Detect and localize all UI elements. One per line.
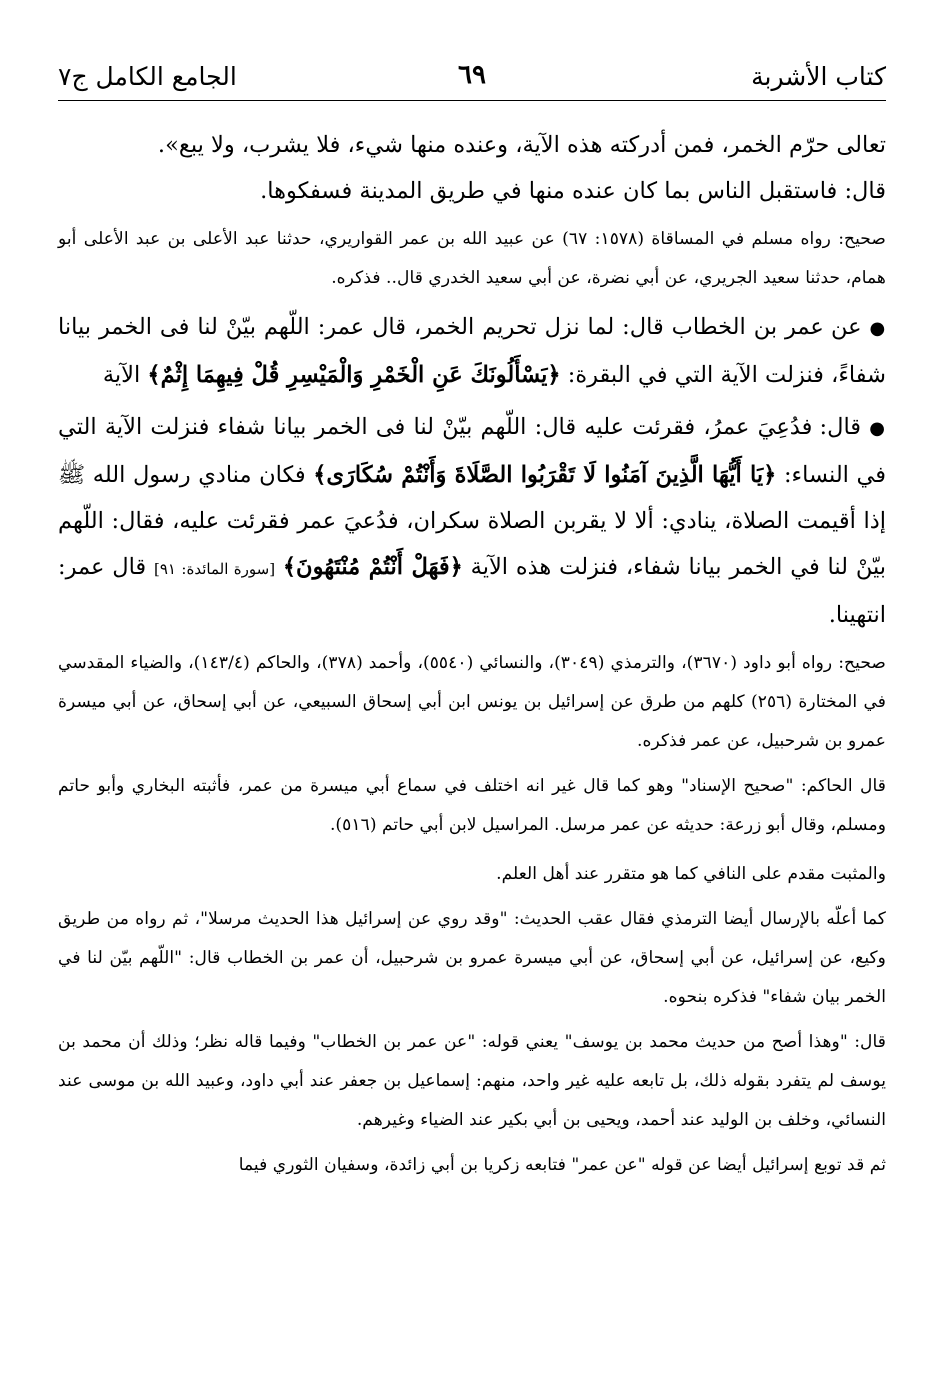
surah-reference: [سورة المائدة: ٩١] [154, 560, 276, 578]
hadith-2-text-2: فكان منادي رسول الله ﷺ إذا أقيمت الصلاة، ينادي: ألا لا يقربن الصلاة سكران، فدُعيَ عمر فقرئت عليه، فقال: اللّهم بيّنْ لنا في الخمر بيانا شفاء، فنزلت هذه الآية [58, 462, 887, 580]
page-number: ٦٩ [458, 60, 486, 90]
hadith-1-text: عن عمر بن الخطاب قال: لما نزل تحريم الخمر، قال عمر: اللّهم بيّنْ لنا فى الخمر بيانا شفاءً، فنزلت الآية التي في البقرة: [58, 314, 886, 388]
takhrij-note-2: صحيح: رواه أبو داود (٣٦٧٠)، والترمذي (٣٠٤٩)، والنسائي (٥٥٤٠)، وأحمد (٣٧٨)، والحاكم (١٤٣/٤)، والضياء المقدسي في المختارة (٢٥٦) كلهم من طرق عن إسرائيل بن يونس ابن أبي إسحاق السبيعي، عن أبي إسحاق، عن أبي ميسرة عمرو بن شرحبيل، عن عمر فذكره. [58, 653, 887, 751]
hadith-2-end: قال عمر: انتهينا. [58, 554, 886, 628]
page-body [58, 122, 886, 1185]
takhrij-note-1: صحيح: رواه مسلم في المساقاة (١٥٧٨: ٦٧) عن عبيد الله بن عمر القواريري، حدثنا عبد الأعلى بن عبد الأعلى أبو همام، حدثنا سعيد الجريري، عن أبي نضرة، عن أبي سعيد الخدري قال.. فذكره. [58, 229, 886, 288]
hadith-continuation: تعالى حرّم الخمر، فمن أدركته هذه الآية، وعنده منها شيء، فلا يشرب، ولا يبع». [157, 132, 886, 158]
hadith-ending: قال: فاستقبل الناس بما كان عنده منها في طريق المدينة فسفكوها. [260, 178, 886, 204]
takhrij-note-3: قال الحاكم: "صحيح الإسناد" وهو كما قال غير انه اختلف في سماع أبي ميسرة من عمر، فأثبته البخاري وأبو حاتم ومسلم، وقال أبو زرعة: حديثه عن عمر مرسل. المراسيل لابن أبي حاتم (٥١٦). [58, 776, 886, 835]
quran-verse-nisa: ﴿يَا أَيُّهَا الَّذِينَ آمَنُوا لَا تَقْرَبُوا الصَّلَاةَ وَأَنْتُمْ سُكَارَى﴾ [313, 462, 777, 488]
book-title: كتاب الأشربة [751, 62, 886, 91]
hadith-1-end: الآية [102, 362, 141, 388]
bullet-icon: ● [869, 418, 887, 439]
quran-verse-maidah: ﴿فَهَلْ أَنْتُمْ مُنْتَهُونَ﴾ [282, 554, 463, 580]
hadith-paragraph-2 [58, 404, 886, 638]
quran-verse-baqarah: ﴿يَسْأَلُونَكَ عَنِ الْخَمْرِ وَالْمَيْسِرِ قُلْ فِيهِمَا إِثْمٌ﴾ [147, 362, 561, 388]
hadith-paragraph-1 [58, 304, 886, 398]
takhrij-note-7: ثم قد توبع إسرائيل أيضا عن قوله "عن عمر" فتابعه زكريا بن أبي زائدة، وسفيان الثوري فيما [238, 1155, 886, 1175]
hadith-2-text-1: قال: فدُعِيَ عمرُ، فقرئت عليه قال: اللّهم بيّنْ لنا فى الخمر بيانا شفاء فنزلت الآية التي في النساء: [58, 414, 887, 488]
takhrij-note-6: قال: "وهذا أصح من حديث محمد بن يوسف" يعني قوله: "عن عمر بن الخطاب" وفيما قاله نظر؛ وذلك أن محمد بن يوسف لم يتفرد بقوله ذلك، بل تابعه عليه غير واحد، منهم: إسماعيل بن جعفر عند أبي داود، وعبيد الله بن موسى عند النسائي، وخلف بن الوليد عند أحمد، ويحيى بن أبي بكير عند الضياء وغيرهم. [58, 1032, 886, 1130]
bullet-icon: ● [869, 318, 886, 339]
running-header [58, 48, 886, 101]
takhrij-note-5: كما أعلّه بالإرسال أيضا الترمذي فقال عقب الحديث: "وقد روي عن إسرائيل هذا الحديث مرسلا"، ثم رواه من طريق وكيع، عن إسرائيل، عن أبي إسحاق، عن أبي ميسرة عمرو بن شرحبيل، أن عمر بن الخطاب قال: "اللّهم بيّن لنا في الخمر بيان شفاء" فذكره بنحوه. [58, 909, 886, 1007]
series-title: الجامع الكامل ج٧ [58, 62, 237, 91]
takhrij-note-4: والمثبت مقدم على النافي كما هو متقرر عند أهل العلم. [496, 864, 886, 884]
